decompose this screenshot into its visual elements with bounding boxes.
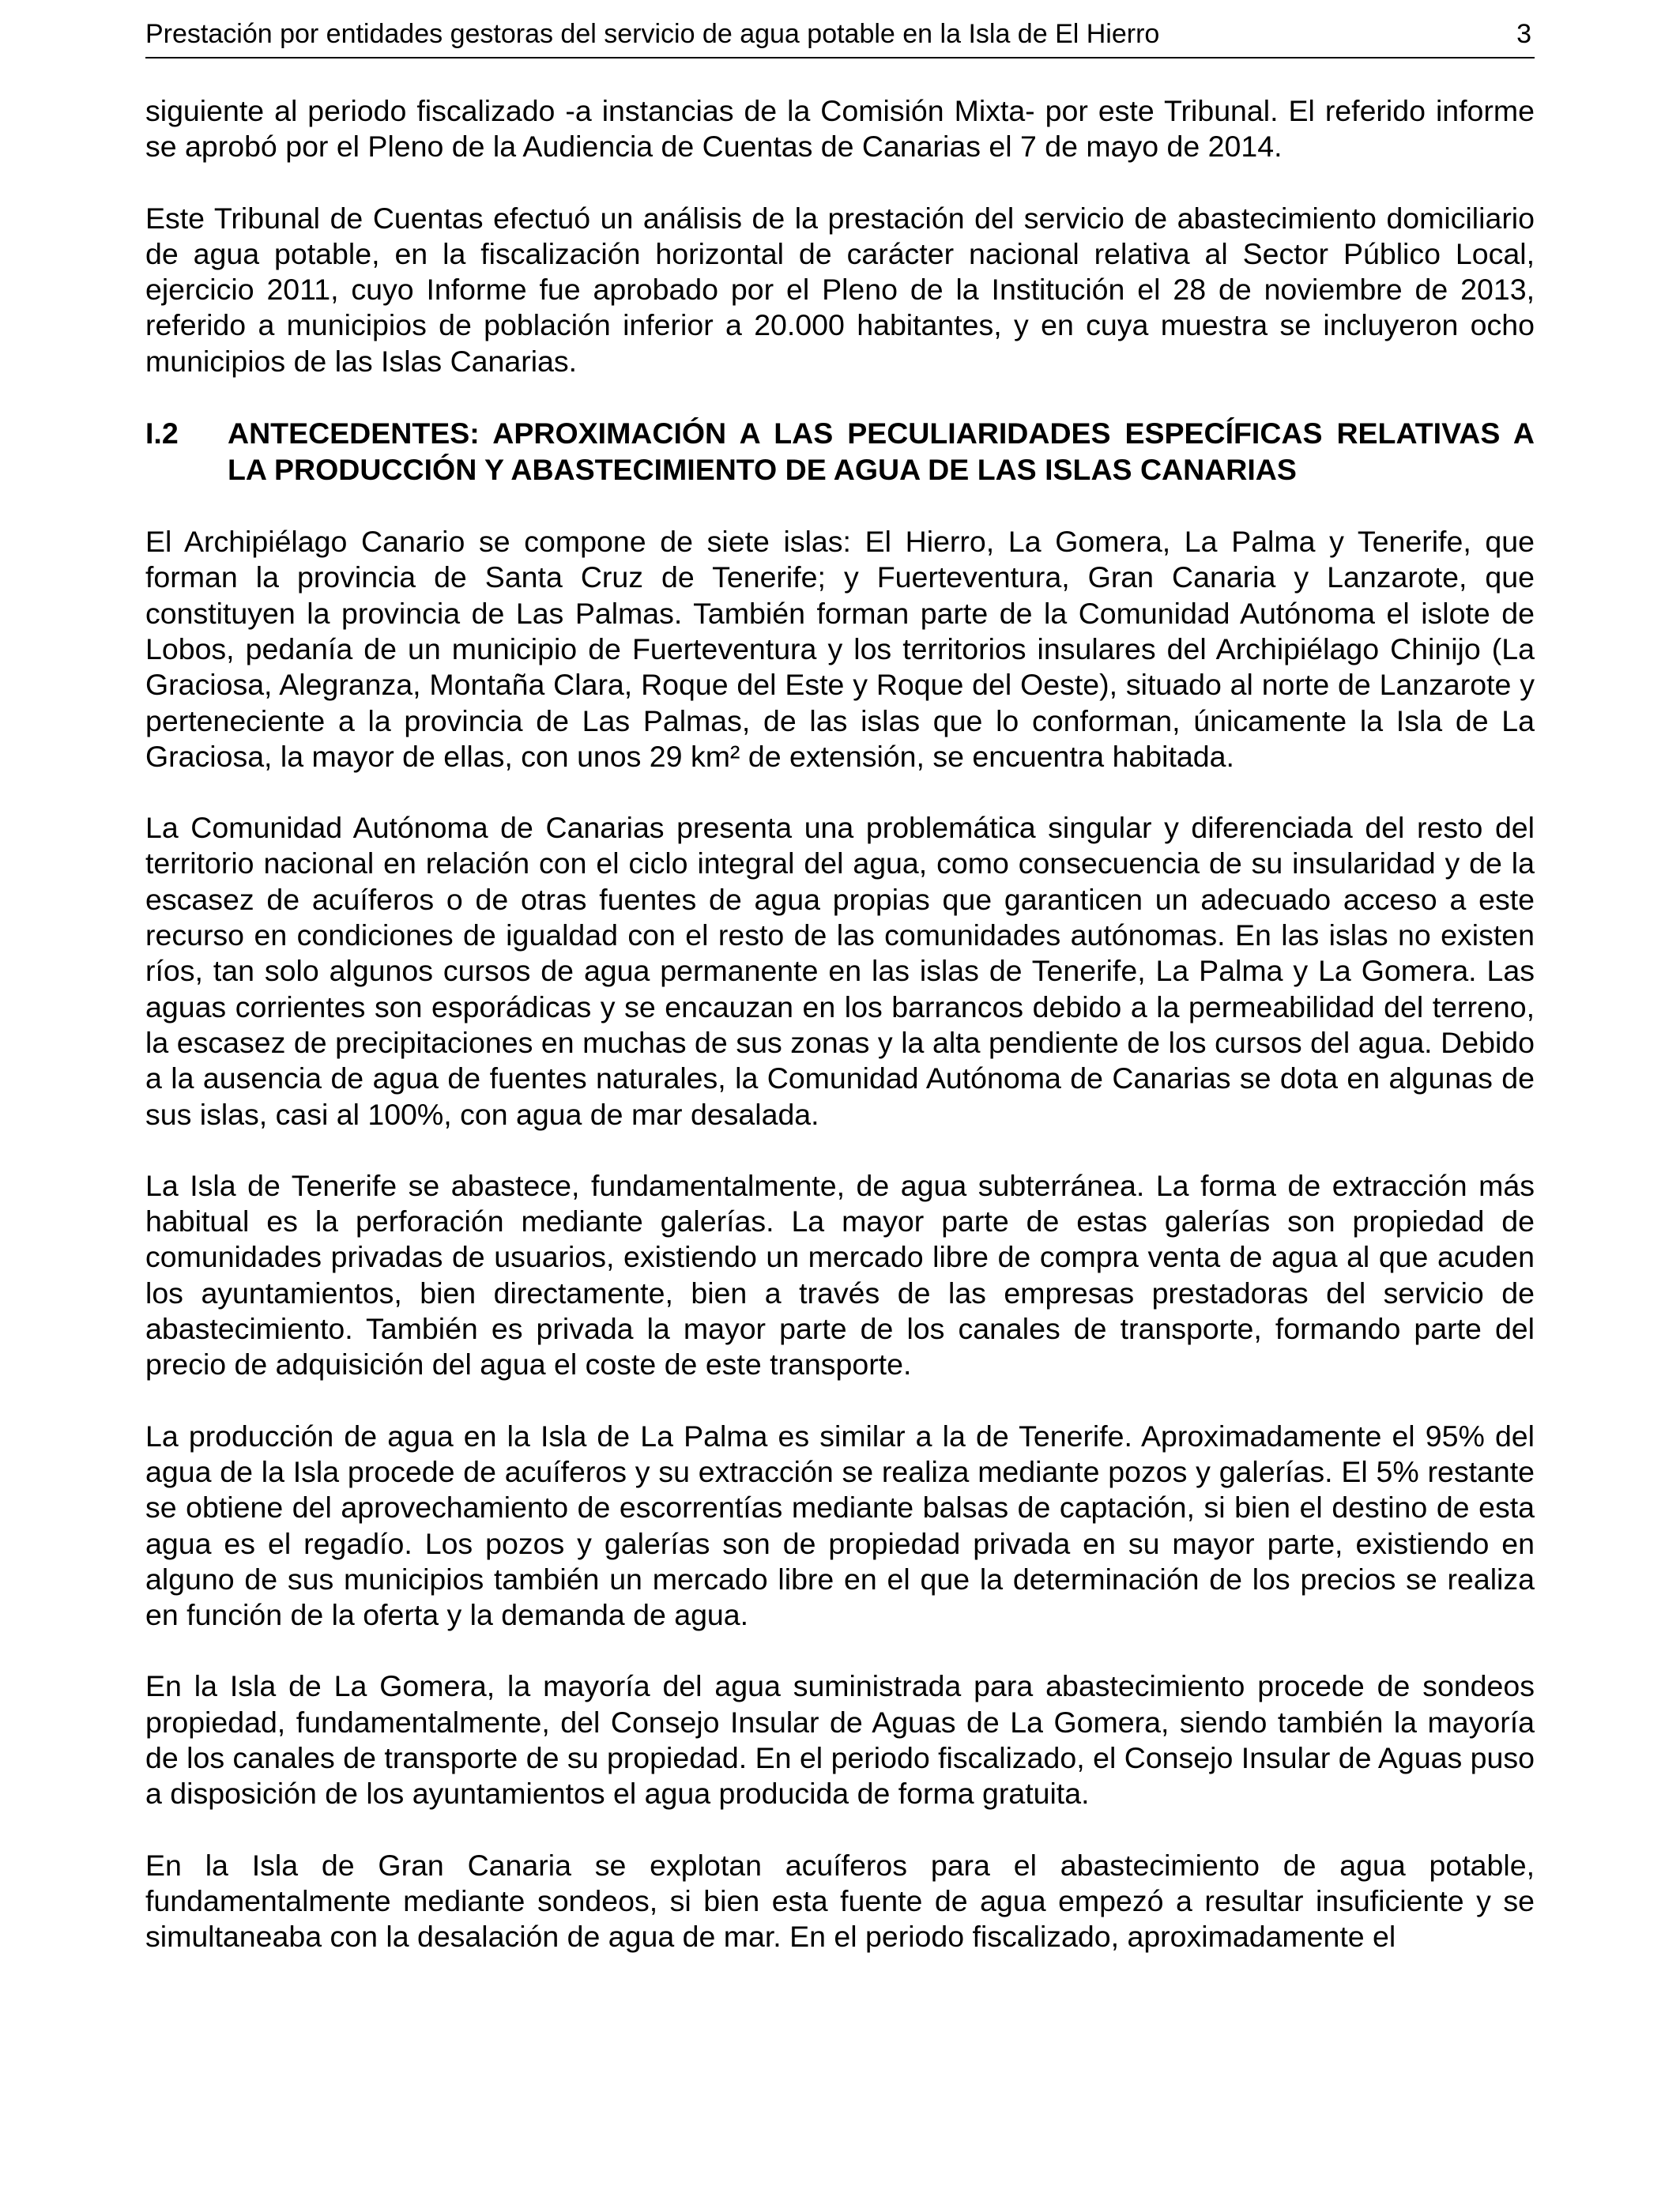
paragraph: La Comunidad Autónoma de Canarias presenta una problemática singular y diferenciada del resto del territorio nacional en relación con el ciclo integral del agua, como consecuencia de su insularidad y de la escasez de acuíferos o de otras fuentes de agua propias que garanticen un adecuado acceso a este recurso en condiciones de igualdad con el resto de las comunidades autónomas. En las islas no existen ríos, tan solo algunos cursos de agua permanente en las islas de Tenerife, La Palma y La Gomera. Las aguas corrientes son esporádicas y se encauzan en los barrancos debido a la permeabilidad del terreno, la escasez de precipitaciones en muchas de sus zonas y la alta pendiente de los cursos del agua. Debido a la ausencia de agua de fuentes naturales, la Comunidad Autónoma de Canarias se dota en algunas de sus islas, casi al 100%, con agua de mar desalada. [145, 811, 1535, 1131]
paragraph: La Isla de Tenerife se abastece, fundamentalmente, de agua subterránea. La forma de extracción más habitual es la perforación mediante galerías. La mayor parte de estas galerías son propiedad de comunidades privadas de usuarios, existiendo un mercado libre de compra venta de agua al que acuden los ayuntamientos, bien directamente, bien a través de las empresas prestadoras del servicio de abastecimiento. También es privada la mayor parte de los canales de transporte, formando parte del precio de adquisición del agua el coste de este transporte. [145, 1168, 1535, 1382]
section-heading [145, 415, 1535, 488]
paragraph: Este Tribunal de Cuentas efectuó un análisis de la prestación del servicio de abastecimiento domiciliario de agua potable, en la fiscalización horizontal de carácter nacional relativa al Sector Público Local, ejercicio 2011, cuyo Informe fue aprobado por el Pleno de la Institución el 28 de noviembre de 2013, referido a municipios de población inferior a 20.000 habitantes, y en cuya muestra se incluyeron ocho municipios de las Islas Canarias. [145, 201, 1535, 378]
section-number: I.2 [145, 417, 179, 450]
paragraph: siguiente al periodo fiscalizado -a instancias de la Comisión Mixta- por este Tribunal. El referido informe se aprobó por el Pleno de la Audiencia de Cuentas de Canarias el 7 de mayo de 2014. [145, 94, 1535, 164]
paragraph: En la Isla de Gran Canaria se explotan acuíferos para el abastecimiento de agua potable, fundamentalmente mediante sondeos, si bien esta fuente de agua empezó a resultar insuficiente y se simultaneaba con la desalación de agua de mar. En el periodo fiscalizado, aproximadamente el [145, 1848, 1535, 1954]
document-page [145, 0, 1535, 2194]
body-text [145, 93, 1535, 1990]
running-header [145, 16, 1535, 58]
page-number: 3 [1516, 19, 1531, 49]
header-title: Prestación por entidades gestoras del servicio de agua potable en la Isla de El Hierro [145, 19, 1160, 49]
paragraph: La producción de agua en la Isla de La Palma es similar a la de Tenerife. Aproximadamente el 95% del agua de la Isla procede de acuíferos y su extracción se realiza mediante pozos y galerías. El 5% restante se obtiene del aprovechamiento de escorrentías mediante balsas de captación, si bien el destino de esta agua es el regadío. Los pozos y galerías son de propiedad privada en su mayor parte, existiendo en alguno de sus municipios también un mercado libre en el que la determinación de los precios se realiza en función de la oferta y la demanda de agua. [145, 1419, 1535, 1632]
paragraph: En la Isla de La Gomera, la mayoría del agua suministrada para abastecimiento procede de sondeos propiedad, fundamentalmente, del Consejo Insular de Aguas de La Gomera, siendo también la mayoría de los canales de transporte de su propiedad. En el periodo fiscalizado, el Consejo Insular de Aguas puso a disposición de los ayuntamientos el agua producida de forma gratuita. [145, 1669, 1535, 1811]
section-title: ANTECEDENTES: APROXIMACIÓN A LAS PECULIARIDADES ESPECÍFICAS RELATIVAS A LA PRODUCCIÓN Y ABASTECIMIENTO DE AGUA DE LAS ISLAS CANARIAS [228, 417, 1535, 487]
paragraph: El Archipiélago Canario se compone de siete islas: El Hierro, La Gomera, La Palma y Tenerife, que forman la provincia de Santa Cruz de Tenerife; y Fuerteventura, Gran Canaria y Lanzarote, que constituyen la provincia de Las Palmas. También forman parte de la Comunidad Autónoma el islote de Lobos, pedanía de un municipio de Fuerteventura y los territorios insulares del Archipiélago Chinijo (La Graciosa, Alegranza, Montaña Clara, Roque del Este y Roque del Oeste), situado al norte de Lanzarote y perteneciente a la provincia de Las Palmas, de las islas que lo conforman, únicamente la Isla de La Graciosa, la mayor de ellas, con unos 29 km² de extensión, se encuentra habitada. [145, 525, 1535, 773]
